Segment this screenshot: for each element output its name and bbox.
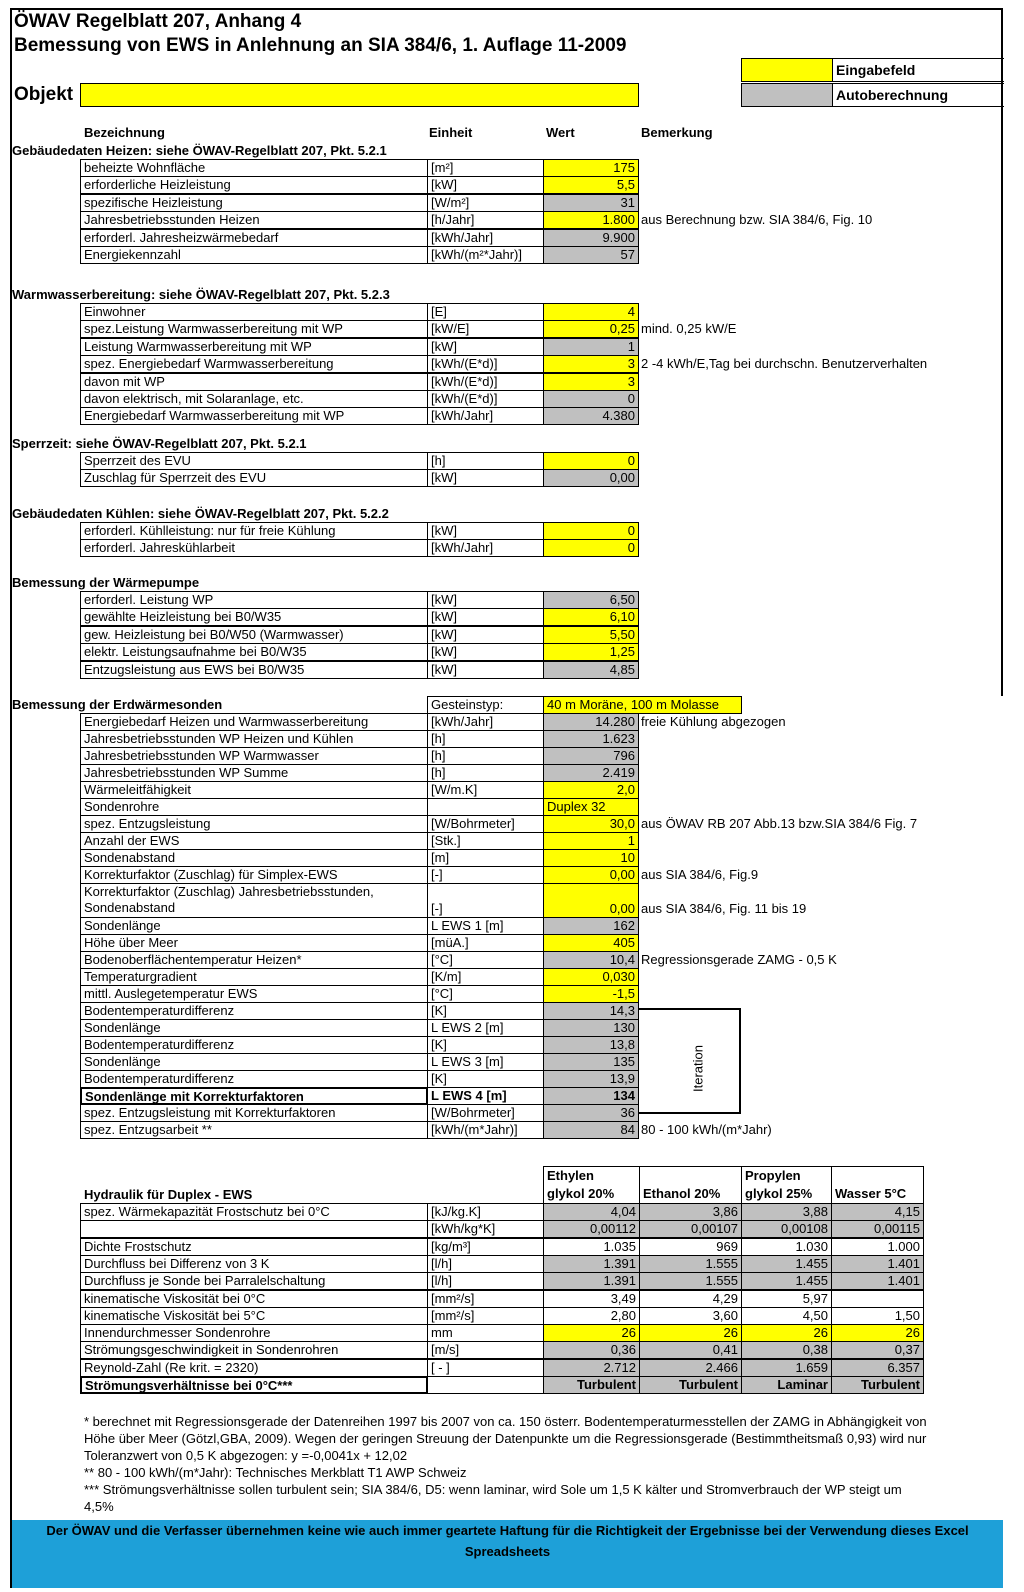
- row-value[interactable]: 5,50: [543, 626, 639, 644]
- disclaimer-banner: [12, 1520, 1003, 1588]
- hyd-row-label: Strömungsverhältnisse bei 0°C***: [80, 1376, 428, 1394]
- hyd-cell: 1.030: [741, 1238, 832, 1256]
- ews-row-value: 796: [543, 747, 639, 765]
- hyd-row-label: Reynold-Zahl (Re krit. = 2320): [80, 1359, 428, 1377]
- ews-row-label: spez. Entzugsleistung mit Korrekturfaktoren: [80, 1104, 428, 1122]
- ews-row-unit: [kWh/Jahr]: [427, 713, 544, 731]
- footnote-line: 4,5%: [84, 1499, 114, 1514]
- row-unit: [kW]: [427, 591, 544, 609]
- ews-row-value: 130: [543, 1019, 639, 1037]
- row-unit: [h]: [427, 452, 544, 470]
- legend-input-swatch: [741, 58, 833, 82]
- ews-row-value: 13,9: [543, 1070, 639, 1088]
- ews-row-value[interactable]: 0,00: [543, 883, 639, 918]
- hyd-cell: 3,60: [639, 1307, 742, 1325]
- ews-row-value: 135: [543, 1053, 639, 1071]
- ews-row-unit: [W/Bohrmeter]: [427, 1104, 544, 1122]
- hyd-col-header: Ethylen glykol 20%: [543, 1166, 640, 1204]
- ews-row-unit: [K]: [427, 1070, 544, 1088]
- hyd-title: Hydraulik für Duplex - EWS: [84, 1187, 253, 1202]
- row-remark: mind. 0,25 kW/E: [641, 321, 737, 336]
- hyd-col-header: Wasser 5°C: [831, 1166, 924, 1204]
- row-value: 9.900: [543, 229, 639, 247]
- hyd-row-unit: [kWh/kg*K]: [427, 1220, 544, 1238]
- row-label: gewählte Heizleistung bei B0/W35: [80, 608, 428, 626]
- section-title: Gebäudedaten Kühlen: siehe ÖWAV-Regelblatt 207, Pkt. 5.2.2: [12, 506, 389, 521]
- gestein-label: Gesteinstyp:: [427, 696, 544, 714]
- ews-row-value[interactable]: Duplex 32: [543, 798, 639, 816]
- ews-row-value: 162: [543, 917, 639, 935]
- row-label: Einwohner: [80, 303, 428, 321]
- hyd-row-unit: mm: [427, 1324, 544, 1342]
- col-einheit: Einheit: [429, 125, 473, 140]
- ews-row-label: Bodentemperaturdifferenz: [80, 1070, 428, 1088]
- hyd-cell: 1.555: [639, 1255, 742, 1273]
- ews-row-label: Wärmeleitfähigkeit: [80, 781, 428, 799]
- hyd-row-label: [80, 1220, 428, 1238]
- ews-row-unit: [K]: [427, 1036, 544, 1054]
- hyd-row-unit: [mm²/s]: [427, 1290, 544, 1308]
- footnote-line: * berechnet mit Regressionsgerade der Datenreihen 1997 bis 2007 von ca. 150 österr. Bodentemperaturmesstellen der ZAMG in Abhängigkeit von: [84, 1414, 927, 1429]
- ews-row-value[interactable]: -1,5: [543, 985, 639, 1003]
- ews-row-value[interactable]: 30,0: [543, 815, 639, 833]
- hyd-cell: [831, 1290, 924, 1308]
- ews-row-value: 14.280: [543, 713, 639, 731]
- row-value: 31: [543, 194, 639, 212]
- ews-row-unit: [K]: [427, 1002, 544, 1020]
- hyd-row-unit: [l/h]: [427, 1272, 544, 1290]
- row-label: Jahresbetriebsstunden Heizen: [80, 211, 428, 229]
- row-unit: [h/Jahr]: [427, 211, 544, 229]
- row-value[interactable]: 6,10: [543, 608, 639, 626]
- hyd-cell: 3,88: [741, 1203, 832, 1221]
- ews-row-label: Bodentemperaturdifferenz: [80, 1002, 428, 1020]
- row-unit: [kW]: [427, 661, 544, 679]
- row-label: spez.Leistung Warmwasserbereitung mit WP: [80, 320, 428, 338]
- hyd-cell: 4,04: [543, 1203, 640, 1221]
- hyd-cell: 1.035: [543, 1238, 640, 1256]
- ews-row-label: Sondenlänge: [80, 1053, 428, 1071]
- hyd-cell: Turbulent: [831, 1376, 924, 1394]
- row-value: 0,00: [543, 469, 639, 487]
- ews-row-remark: 80 - 100 kWh/(m*Jahr): [641, 1122, 772, 1137]
- iteration-bracket: [638, 1008, 741, 1114]
- hyd-cell: Turbulent: [639, 1376, 742, 1394]
- row-label: Energiekennzahl: [80, 246, 428, 264]
- hyd-cell: 0,00107: [639, 1220, 742, 1238]
- row-value[interactable]: 1.800: [543, 211, 639, 229]
- section-title: Gebäudedaten Heizen: siehe ÖWAV-Regelblatt 207, Pkt. 5.2.1: [12, 143, 387, 158]
- section-title: Bemessung der Wärmepumpe: [12, 575, 200, 590]
- row-value: 4.380: [543, 407, 639, 425]
- ews-row-remark: aus ÖWAV RB 207 Abb.13 bzw.SIA 384/6 Fig. 7: [641, 816, 918, 831]
- row-unit: [kW]: [427, 469, 544, 487]
- hyd-cell: 0,37: [831, 1341, 924, 1359]
- row-label: davon mit WP: [80, 373, 428, 391]
- row-unit: [E]: [427, 303, 544, 321]
- hyd-col-header: Ethanol 20%: [639, 1166, 742, 1204]
- ews-row-value[interactable]: 0,00: [543, 866, 639, 884]
- hyd-row-unit: [mm²/s]: [427, 1307, 544, 1325]
- ews-row-unit: [427, 798, 544, 816]
- footnote-line: Toleranzwert von 0,5 K abgezogen: y =-0,0041x + 12,02: [84, 1448, 408, 1463]
- row-value[interactable]: 0,25: [543, 320, 639, 338]
- ews-row-value: 14,3: [543, 1002, 639, 1020]
- ews-row-remark: aus SIA 384/6, Fig.9: [641, 867, 759, 882]
- row-value: 4,85: [543, 661, 639, 679]
- row-value[interactable]: 3: [543, 355, 639, 373]
- ews-row-label: Sondenlänge: [80, 1019, 428, 1037]
- row-label: elektr. Leistungsaufnahme bei B0/W35: [80, 643, 428, 661]
- ews-row-value: 134: [543, 1087, 639, 1105]
- ews-row-remark: freie Kühlung abgezogen: [641, 714, 786, 729]
- gestein-input[interactable]: 40 m Moräne, 100 m Molasse: [543, 696, 742, 714]
- hyd-cell[interactable]: 26: [639, 1324, 742, 1342]
- hyd-cell[interactable]: 26: [741, 1324, 832, 1342]
- disclaimer-line-1: Der ÖWAV und die Verfasser übernehmen keine wie auch immer geartete Haftung für die Richtigkeit der Ergebnisse bei der Verwendung dieses Excel: [46, 1523, 969, 1538]
- hyd-cell: 0,00115: [831, 1220, 924, 1238]
- row-label: Sperrzeit des EVU: [80, 452, 428, 470]
- hyd-row-label: Durchfluss je Sonde bei Parralelschaltung: [80, 1272, 428, 1290]
- row-value[interactable]: 0: [543, 452, 639, 470]
- hyd-cell: Laminar: [741, 1376, 832, 1394]
- hyd-row-label: kinematische Viskosität bei 5°C: [80, 1307, 428, 1325]
- hyd-cell: 4,15: [831, 1203, 924, 1221]
- row-value: 0: [543, 390, 639, 408]
- row-value[interactable]: 4: [543, 303, 639, 321]
- objekt-label: Objekt: [14, 84, 74, 105]
- ews-row-value: 1.623: [543, 730, 639, 748]
- ews-row-label: Korrekturfaktor (Zuschlag) Jahresbetriebsstunden, Sondenabstand: [80, 883, 428, 918]
- row-value[interactable]: 0: [543, 522, 639, 540]
- hyd-row-label: Durchfluss bei Differenz von 3 K: [80, 1255, 428, 1273]
- row-remark: aus Berechnung bzw. SIA 384/6, Fig. 10: [641, 212, 873, 227]
- row-unit: [kW]: [427, 176, 544, 194]
- row-unit: [kW]: [427, 643, 544, 661]
- ews-row-label: Bodentemperaturdifferenz: [80, 1036, 428, 1054]
- ews-row-remark: Regressionsgerade ZAMG - 0,5 K: [641, 952, 837, 967]
- ews-row-label: Temperaturgradient: [80, 968, 428, 986]
- hyd-cell: 1.391: [543, 1272, 640, 1290]
- ews-row-unit: [kWh/(m*Jahr)]: [427, 1121, 544, 1139]
- row-label: beheizte Wohnfläche: [80, 159, 428, 177]
- hyd-row-unit: [m/s]: [427, 1341, 544, 1359]
- row-unit: [kW]: [427, 522, 544, 540]
- row-label: gew. Heizleistung bei B0/W50 (Warmwasser): [80, 626, 428, 644]
- row-unit: [kWh/(E*d)]: [427, 355, 544, 373]
- ews-row-value[interactable]: 10: [543, 849, 639, 867]
- row-label: Zuschlag für Sperrzeit des EVU: [80, 469, 428, 487]
- ews-row-label: Anzahl der EWS: [80, 832, 428, 850]
- hyd-cell: 1.401: [831, 1272, 924, 1290]
- ews-row-label: Sondenabstand: [80, 849, 428, 867]
- col-bemerkung: Bemerkung: [641, 125, 713, 140]
- ews-row-unit: [müA.]: [427, 934, 544, 952]
- ews-row-unit: [-]: [427, 866, 544, 884]
- hyd-row-unit: [427, 1376, 544, 1394]
- row-unit: [kW]: [427, 608, 544, 626]
- ews-row-unit: [°C]: [427, 951, 544, 969]
- row-value[interactable]: 3: [543, 373, 639, 391]
- ews-row-label: spez. Entzugsleistung: [80, 815, 428, 833]
- hyd-row-label: Dichte Frostschutz: [80, 1238, 428, 1256]
- row-value[interactable]: 5,5: [543, 176, 639, 194]
- ews-row-label: Jahresbetriebsstunden WP Warmwasser: [80, 747, 428, 765]
- ews-row-label: Energiebedarf Heizen und Warmwasserbereitung: [80, 713, 428, 731]
- row-label: erforderl. Kühlleistung: nur für freie Kühlung: [80, 522, 428, 540]
- row-value: 6,50: [543, 591, 639, 609]
- ews-row-label: Jahresbetriebsstunden WP Heizen und Kühlen: [80, 730, 428, 748]
- ews-row-value[interactable]: 2,0: [543, 781, 639, 799]
- hyd-cell: 1.401: [831, 1255, 924, 1273]
- hyd-cell: 4,50: [741, 1307, 832, 1325]
- row-unit: [kW]: [427, 626, 544, 644]
- ews-row-value[interactable]: 405: [543, 934, 639, 952]
- row-label: erforderl. Leistung WP: [80, 591, 428, 609]
- hyd-cell: 1.555: [639, 1272, 742, 1290]
- row-remark: 2 -4 kWh/E,Tag bei durchschn. Benutzerverhalten: [641, 356, 928, 371]
- hyd-cell: 0,00112: [543, 1220, 640, 1238]
- hyd-cell: 1.455: [741, 1255, 832, 1273]
- hyd-cell: 6.357: [831, 1359, 924, 1377]
- row-label: erforderl. Jahreskühlarbeit: [80, 539, 428, 557]
- ews-row-remark: aus SIA 384/6, Fig. 11 bis 19: [641, 901, 807, 916]
- hyd-row-unit: [l/h]: [427, 1255, 544, 1273]
- row-unit: [W/m²]: [427, 194, 544, 212]
- legend-input-label: Eingabefeld: [832, 58, 1004, 82]
- ews-row-label: mittl. Auslegetemperatur EWS: [80, 985, 428, 1003]
- hyd-cell: 1.000: [831, 1238, 924, 1256]
- ews-row-unit: [-]: [427, 883, 544, 918]
- ews-row-label: spez. Entzugsarbeit **: [80, 1121, 428, 1139]
- hyd-cell: 1.659: [741, 1359, 832, 1377]
- row-unit: [m²]: [427, 159, 544, 177]
- ews-row-unit: L EWS 1 [m]: [427, 917, 544, 935]
- row-label: spezifische Heizleistung: [80, 194, 428, 212]
- objekt-input[interactable]: [80, 83, 639, 107]
- ews-row-unit: [K/m]: [427, 968, 544, 986]
- col-wert: Wert: [546, 125, 575, 140]
- iteration-label: Iteration: [690, 1045, 706, 1092]
- ews-row-unit: [m]: [427, 849, 544, 867]
- ews-row-unit: [W/Bohrmeter]: [427, 815, 544, 833]
- ews-row-label: Korrekturfaktor (Zuschlag) für Simplex-EWS: [80, 866, 428, 884]
- row-value: 57: [543, 246, 639, 264]
- row-unit: [kW]: [427, 338, 544, 356]
- ews-row-unit: [°C]: [427, 985, 544, 1003]
- hyd-cell: 2.712: [543, 1359, 640, 1377]
- hyd-cell[interactable]: 26: [831, 1324, 924, 1342]
- hyd-cell: 3,86: [639, 1203, 742, 1221]
- hyd-row-label: Strömungsgeschwindigkeit in Sondenrohren: [80, 1341, 428, 1359]
- row-value[interactable]: 0: [543, 539, 639, 557]
- row-value[interactable]: 1,25: [543, 643, 639, 661]
- row-value: 1: [543, 338, 639, 356]
- hyd-cell: Turbulent: [543, 1376, 640, 1394]
- hyd-col-header: Propylen glykol 25%: [741, 1166, 832, 1204]
- row-unit: [kWh/Jahr]: [427, 407, 544, 425]
- section-title: Warmwasserbereitung: siehe ÖWAV-Regelblatt 207, Pkt. 5.2.3: [12, 287, 390, 302]
- row-label: Entzugsleistung aus EWS bei B0/W35: [80, 661, 428, 679]
- ews-row-unit: L EWS 3 [m]: [427, 1053, 544, 1071]
- ews-row-value: 10,4: [543, 951, 639, 969]
- hyd-cell: 3,49: [543, 1290, 640, 1308]
- ews-row-unit: [W/m.K]: [427, 781, 544, 799]
- row-unit: [kWh/(E*d)]: [427, 373, 544, 391]
- hyd-cell: 4,29: [639, 1290, 742, 1308]
- row-label: spez. Energiebedarf Warmwasserbereitung: [80, 355, 428, 373]
- section-title: Bemessung der Erdwärmesonden: [12, 697, 223, 712]
- ews-row-unit: [h]: [427, 747, 544, 765]
- ews-row-label: Höhe über Meer: [80, 934, 428, 952]
- ews-row-unit: [h]: [427, 730, 544, 748]
- disclaimer-line-2: Spreadsheets: [464, 1544, 551, 1559]
- ews-row-label: Jahresbetriebsstunden WP Summe: [80, 764, 428, 782]
- footnote-line: Höhe über Meer (Götzl,GBA, 2009). Wegen der geringen Streuung der Datenpunkte um die Regressionsgerade (Bestimmtheitsmaß 0,93) wird nur: [84, 1431, 927, 1446]
- hyd-cell: 0,36: [543, 1341, 640, 1359]
- col-bezeichnung: Bezeichnung: [84, 125, 165, 140]
- footnote-line: *** Strömungsverhältnisse sollen turbulent sein; SIA 384/6, D5: wenn laminar, wird Sole um 1,5 K kälter und Stromverbrauch der WP steigt um: [84, 1482, 902, 1497]
- footnote-line: ** 80 - 100 kWh/(m*Jahr): Technisches Merkblatt T1 AWP Schweiz: [84, 1465, 467, 1480]
- row-label: Leistung Warmwasserbereitung mit WP: [80, 338, 428, 356]
- ews-row-label: Sondenlänge mit Korrekturfaktoren: [80, 1087, 428, 1105]
- ews-row-value[interactable]: 0,030: [543, 968, 639, 986]
- title-line-2: Bemessung von EWS in Anlehnung an SIA 384/6, 1. Auflage 11-2009: [14, 35, 627, 56]
- ews-row-unit: L EWS 4 [m]: [427, 1087, 544, 1105]
- hyd-cell: 0,00108: [741, 1220, 832, 1238]
- hyd-cell: 0,41: [639, 1341, 742, 1359]
- hyd-row-unit: [ - ]: [427, 1359, 544, 1377]
- ews-row-value: 2.419: [543, 764, 639, 782]
- hyd-row-unit: [kg/m³]: [427, 1238, 544, 1256]
- row-label: Energiebedarf Warmwasserbereitung mit WP: [80, 407, 428, 425]
- row-unit: [kW/E]: [427, 320, 544, 338]
- row-label: davon elektrisch, mit Solaranlage, etc.: [80, 390, 428, 408]
- hyd-row-label: kinematische Viskosität bei 0°C: [80, 1290, 428, 1308]
- legend-auto-label: Autoberechnung: [832, 83, 1004, 107]
- hyd-cell: 2.466: [639, 1359, 742, 1377]
- ews-row-label: Sondenlänge: [80, 917, 428, 935]
- hyd-row-unit: [kJ/kg.K]: [427, 1203, 544, 1221]
- hyd-cell: 2,80: [543, 1307, 640, 1325]
- hyd-row-label: Innendurchmesser Sondenrohre: [80, 1324, 428, 1342]
- legend-auto-swatch: [741, 83, 833, 107]
- hyd-row-label: spez. Wärmekapazität Frostschutz bei 0°C: [80, 1203, 428, 1221]
- ews-row-label: Bodenoberflächentemperatur Heizen*: [80, 951, 428, 969]
- hyd-cell: 0,38: [741, 1341, 832, 1359]
- row-label: erforderliche Heizleistung: [80, 176, 428, 194]
- hyd-cell: 969: [639, 1238, 742, 1256]
- hyd-cell: 1.391: [543, 1255, 640, 1273]
- hyd-cell: 1.455: [741, 1272, 832, 1290]
- title-line-1: ÖWAV Regelblatt 207, Anhang 4: [14, 11, 302, 32]
- ews-row-value: 13,8: [543, 1036, 639, 1054]
- row-value[interactable]: 175: [543, 159, 639, 177]
- row-unit: [kWh/(E*d)]: [427, 390, 544, 408]
- row-label: erforderl. Jahresheizwärmebedarf: [80, 229, 428, 247]
- row-unit: [kWh/(m²*Jahr)]: [427, 246, 544, 264]
- ews-row-unit: [h]: [427, 764, 544, 782]
- row-unit: [kWh/Jahr]: [427, 539, 544, 557]
- ews-row-value: 84: [543, 1121, 639, 1139]
- section-title: Sperrzeit: siehe ÖWAV-Regelblatt 207, Pkt. 5.2.1: [12, 436, 307, 451]
- hyd-cell[interactable]: 26: [543, 1324, 640, 1342]
- sheet-frame-right: [1001, 8, 1003, 696]
- row-unit: [kWh/Jahr]: [427, 229, 544, 247]
- ews-row-value: 36: [543, 1104, 639, 1122]
- ews-row-value[interactable]: 1: [543, 832, 639, 850]
- ews-row-label: Sondenrohre: [80, 798, 428, 816]
- ews-row-unit: [Stk.]: [427, 832, 544, 850]
- hyd-cell: 1,50: [831, 1307, 924, 1325]
- ews-row-unit: L EWS 2 [m]: [427, 1019, 544, 1037]
- hyd-cell: 5,97: [741, 1290, 832, 1308]
